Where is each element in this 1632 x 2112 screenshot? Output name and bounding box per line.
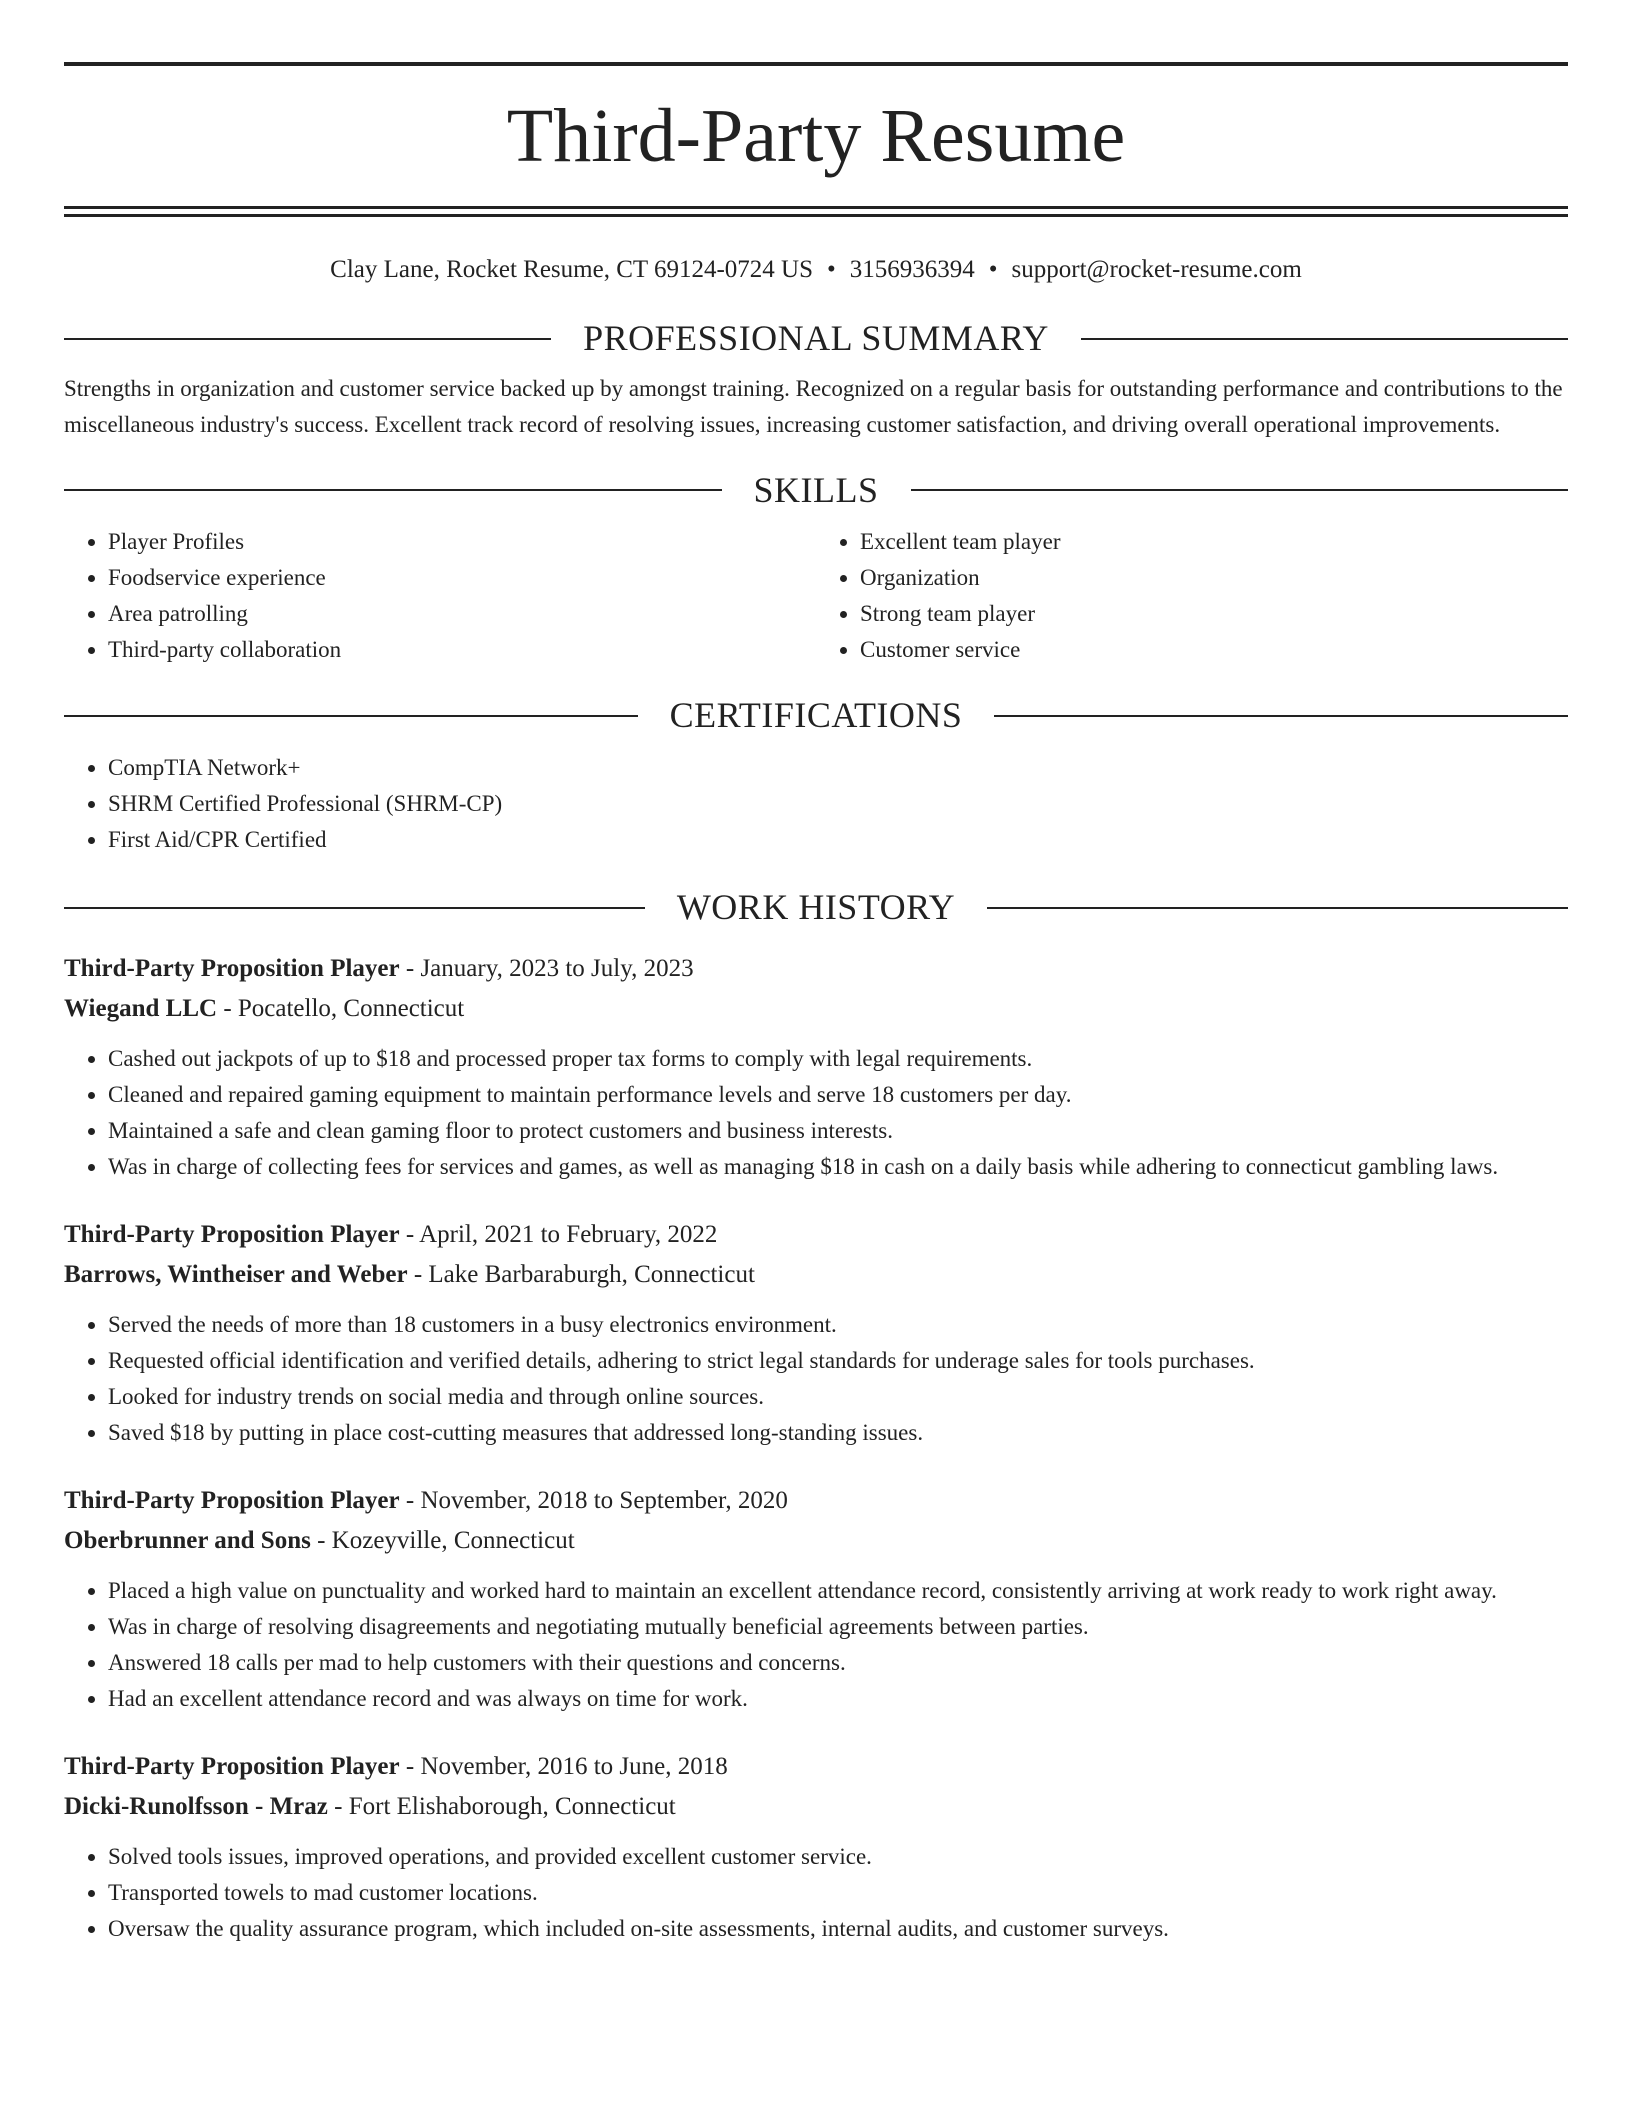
skill-item: • Organization [860, 560, 1568, 596]
job-location: - Pocatello, Connecticut [217, 995, 465, 1023]
job-location: - Fort Elishaborough, Connecticut [327, 1793, 676, 1821]
summary-heading [64, 319, 1568, 359]
heading-rule [64, 338, 551, 340]
job-bullet: • Maintained a safe and clean gaming floor to protect customers and business interests. [108, 1113, 1568, 1149]
job-title-line [64, 949, 1568, 989]
job-bullets [64, 1307, 1568, 1451]
skills-title: SKILLS [753, 469, 879, 510]
double-rule [64, 206, 1568, 217]
certification-item: • SHRM Certified Professional (SHRM-CP) [108, 786, 1568, 822]
job-dates: - April, 2021 to February, 2022 [399, 1221, 718, 1249]
job-location: - Kozeyville, Connecticut [310, 1527, 575, 1555]
job-entry [64, 949, 1568, 1185]
heading-rule [911, 489, 1569, 491]
job-entry [64, 1747, 1568, 1947]
job-entry [64, 1215, 1568, 1451]
certification-item: • CompTIA Network+ [108, 750, 1568, 786]
skills-grid [64, 524, 1568, 668]
job-entry [64, 1481, 1568, 1717]
job-bullet: • Requested official identification and verified details, adhering to strict legal standards for underage sales for tools purchases. [108, 1343, 1568, 1379]
skills-list-right [816, 524, 1568, 668]
job-title: Third-Party Proposition Player [64, 955, 400, 983]
job-company: Oberbrunner and Sons [64, 1527, 311, 1555]
job-bullet: • Served the needs of more than 18 customers in a busy electronics environment. [108, 1307, 1568, 1343]
job-title-line [64, 1215, 1568, 1255]
resume-content [64, 62, 1568, 1947]
job-dates: - January, 2023 to July, 2023 [399, 955, 694, 983]
job-bullet: • Solved tools issues, improved operations, and provided excellent customer service. [108, 1839, 1568, 1875]
heading-rule [64, 715, 638, 717]
heading-rule [987, 907, 1568, 909]
job-dates: - November, 2016 to June, 2018 [399, 1753, 728, 1781]
job-bullets [64, 1041, 1568, 1185]
job-bullet: • Cashed out jackpots of up to $18 and processed proper tax forms to comply with legal requirements. [108, 1041, 1568, 1077]
contact-separator: • [988, 256, 998, 283]
job-bullet: • Was in charge of resolving disagreements and negotiating mutually beneficial agreements between parties. [108, 1609, 1568, 1645]
skill-item: • Third-party collaboration [108, 632, 816, 668]
job-dates: - November, 2018 to September, 2020 [399, 1487, 788, 1515]
contact-phone: 3156936394 [849, 256, 975, 283]
heading-rule [64, 907, 645, 909]
certifications-list [64, 750, 1568, 858]
work-title: WORK HISTORY [676, 886, 956, 927]
skills-heading [64, 471, 1568, 511]
skill-item: • Foodservice experience [108, 560, 816, 596]
job-company-line [64, 1521, 1568, 1561]
summary-title: PROFESSIONAL SUMMARY [583, 318, 1049, 358]
job-title: Third-Party Proposition Player [64, 1753, 400, 1781]
job-bullet: • Had an excellent attendance record and was always on time for work. [108, 1681, 1568, 1717]
contact-separator: • [826, 256, 836, 283]
certifications-title: CERTIFICATIONS [669, 695, 963, 736]
heading-rule [1081, 338, 1568, 340]
skill-item: • Player Profiles [108, 524, 816, 560]
job-bullets [64, 1573, 1568, 1717]
job-bullet: • Answered 18 calls per mad to help customers with their questions and concerns. [108, 1645, 1568, 1681]
certifications-heading [64, 696, 1568, 736]
job-bullet: • Was in charge of collecting fees for services and games, as well as managing $18 in cash on a daily basis while adhering to connecticut gambling laws. [108, 1149, 1568, 1185]
skill-item: • Strong team player [860, 596, 1568, 632]
job-company-line [64, 989, 1568, 1029]
job-bullet: • Transported towels to mad customer locations. [108, 1875, 1568, 1911]
contact-address: Clay Lane, Rocket Resume, CT 69124-0724 US [330, 256, 813, 283]
job-location: - Lake Barbaraburgh, Connecticut [407, 1261, 755, 1289]
job-company: Barrows, Wintheiser and Weber [64, 1261, 408, 1289]
job-bullet: • Looked for industry trends on social media and through online sources. [108, 1379, 1568, 1415]
job-company: Dicki-Runolfsson - Mraz [64, 1793, 328, 1821]
job-bullet: • Saved $18 by putting in place cost-cutting measures that addressed long-standing issues. [108, 1415, 1568, 1451]
skills-list-left [64, 524, 816, 668]
contact-line [64, 255, 1568, 285]
job-title-line [64, 1747, 1568, 1787]
certification-item: • First Aid/CPR Certified [108, 822, 1568, 858]
job-bullet: • Placed a high value on punctuality and worked hard to maintain an excellent attendance record, consistently arriving at work ready to work right away. [108, 1573, 1568, 1609]
job-company-line [64, 1255, 1568, 1295]
job-company: Wiegand LLC [64, 995, 218, 1023]
top-rule [64, 62, 1568, 66]
resume-name: Third-Party Resume [506, 94, 1126, 178]
job-company-line [64, 1787, 1568, 1827]
job-bullet: • Oversaw the quality assurance program, which included on-site assessments, internal audits, and customer surveys. [108, 1911, 1568, 1947]
summary-text: Strengths in organization and customer service backed up by amongst training. Recognized on a regular basis for outstanding performance and contributions to the miscellaneous industry's success. Excellent track record of resolving issues, increasing customer satisfaction, and driving overall operational improvements. [64, 375, 1563, 437]
heading-rule [994, 715, 1568, 717]
skill-item: • Customer service [860, 632, 1568, 668]
job-title: Third-Party Proposition Player [64, 1487, 400, 1515]
job-bullet: • Cleaned and repaired gaming equipment to maintain performance levels and serve 18 customers per day. [108, 1077, 1568, 1113]
job-title-line [64, 1481, 1568, 1521]
job-bullets [64, 1839, 1568, 1947]
job-title: Third-Party Proposition Player [64, 1221, 400, 1249]
skill-item: • Excellent team player [860, 524, 1568, 560]
work-heading [64, 888, 1568, 928]
contact-email: support@rocket-resume.com [1011, 256, 1302, 283]
heading-rule [64, 489, 722, 491]
skill-item: • Area patrolling [108, 596, 816, 632]
